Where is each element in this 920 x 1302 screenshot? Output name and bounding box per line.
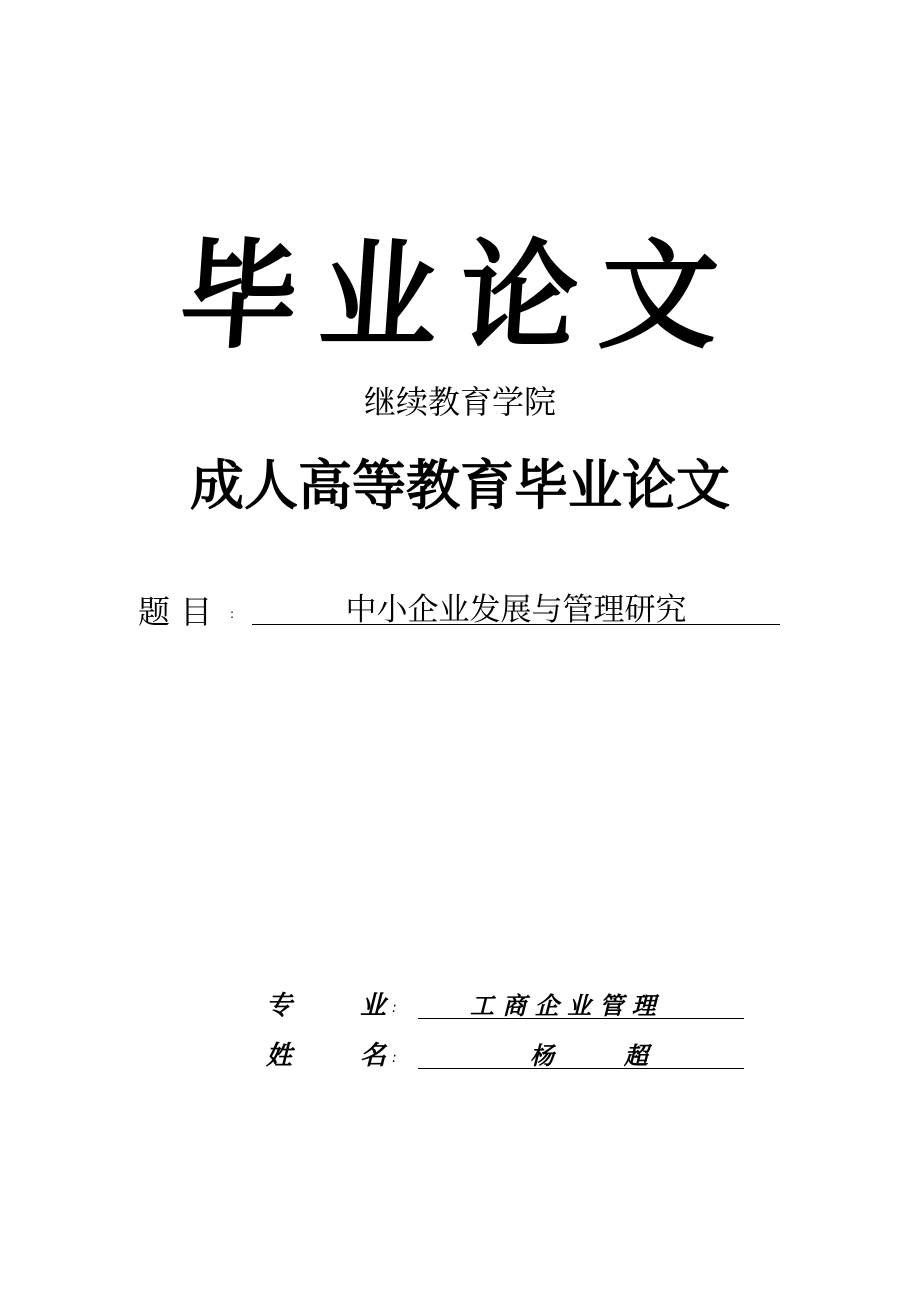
name-value-char-1: 杨 [530, 1041, 554, 1070]
major-label-char-1: 专 [266, 991, 293, 1021]
major-value: 工 商 企 业 管 理 [470, 991, 656, 1020]
topic-separator: : [230, 607, 235, 621]
name-label-char-2: 名 [360, 1041, 387, 1071]
name-value-char-2: 超 [624, 1041, 648, 1070]
cover-subtitle: 成人高等教育毕业论文 [190, 453, 730, 517]
major-label-char-2: 业 [360, 991, 387, 1021]
name-label-char-1: 姓 [266, 1041, 293, 1071]
topic-value: 中小企业发展与管理研究 [345, 592, 687, 628]
college-name: 继续教育学院 [363, 383, 556, 421]
name-underline [418, 1068, 744, 1069]
cover-big-title: 毕业论文 [175, 226, 745, 365]
name-colon: : [392, 1050, 397, 1066]
major-colon: : [392, 1000, 397, 1016]
topic-label: 题 目 [138, 593, 213, 631]
